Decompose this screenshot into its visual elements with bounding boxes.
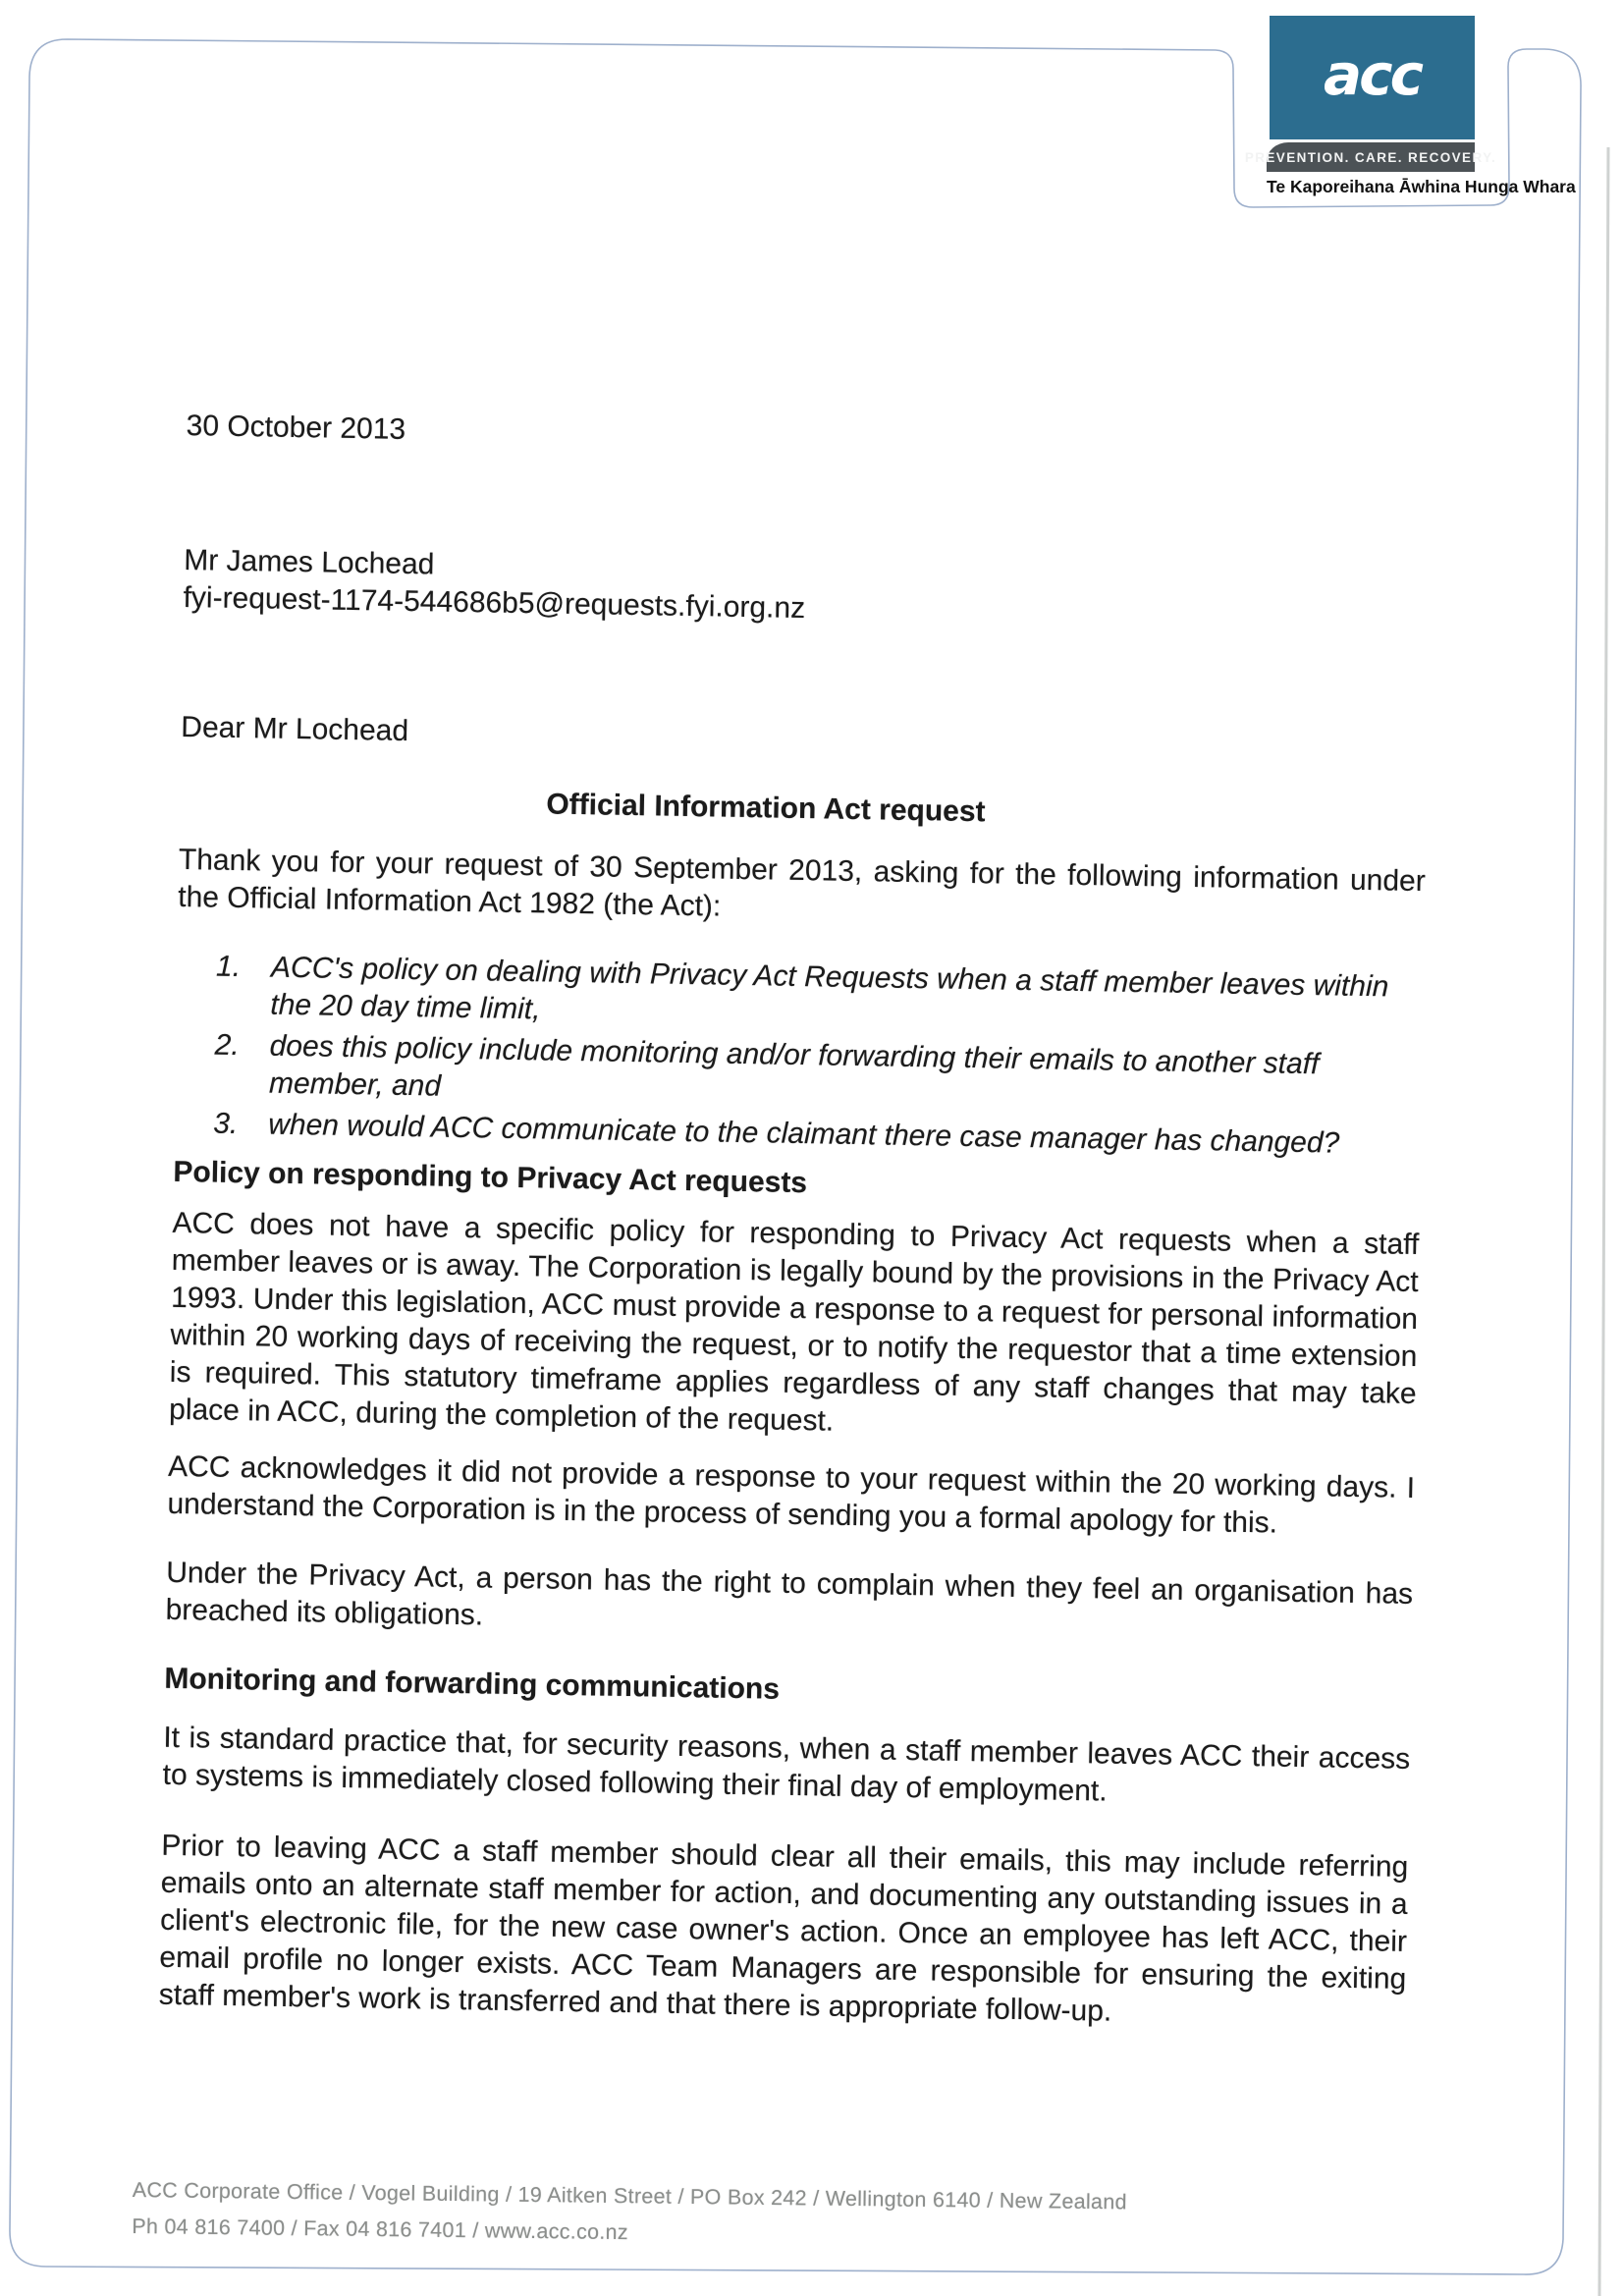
- footer-address-line: ACC Corporate Office / Vogel Building / 19 Aitken Street / PO Box 242 / Wellington 6140 / New Zealand: [132, 2177, 1127, 2214]
- acc-logo-tagline: PREVENTION. CARE. RECOVERY.: [1244, 149, 1497, 165]
- policy-paragraph-1: ACC does not have a specific policy for responding to Privacy Act requests when a staff member leaves or is away. The Corporation is legally bound by the provisions in the Privacy Act 1993. Under this legislation, ACC must provide a response to a request for personal information within 20 working days of receiving the request, or to notify the requestor that a time extension is required. This statutory timeframe applies regardless of any staff changes that may take place in ACC, during the completion of the request.: [168, 1206, 1420, 1438]
- footer-contact-line: Ph 04 816 7400 / Fax 04 816 7401 / www.acc.co.nz: [132, 2214, 629, 2245]
- request-item-1: ACC's policy on dealing with Privacy Act Requests when a staff member leaves within the 20 day time limit,: [270, 951, 1389, 1026]
- intro-paragraph: Thank you for your request of 30 September 2013, asking for the following information under the Official Information Act 1982 (the Act):: [178, 843, 1427, 923]
- monitoring-paragraph-2: Prior to leaving ACC a staff member should clear all their emails, this may include referring emails onto an alternate staff member for action, and documenting any outstanding issues in a client's electronic file, for the new case owner's action. Once an employee has left ACC, their email profile no longer exists. ACC Team Managers are responsible for ensuring the exiting staff member's work is transferred and that there is appropriate follow-up.: [158, 1829, 1409, 2028]
- policy-paragraph-3: Under the Privacy Act, a person has the right to complain when they feel an organisation has breached its obligations.: [165, 1556, 1414, 1632]
- recipient-email: fyi-request-1174-544686b5@requests.fyi.org.nz: [183, 580, 806, 626]
- salutation: Dear Mr Lochead: [181, 710, 409, 747]
- monitoring-paragraph-1: It is standard practice that, for security reasons, when a staff member leaves ACC their access to systems is immediately closed following their final day of employment.: [162, 1721, 1411, 1808]
- subject-heading: Official Information Act request: [546, 788, 986, 829]
- acc-logo-maori-name: Te Kaporeihana Āwhina Hunga Whara: [1267, 177, 1576, 196]
- recipient-name: Mr James Lochead: [183, 543, 435, 581]
- scan-paper-edge-line: [1599, 147, 1608, 2296]
- recipient-block: [183, 542, 1431, 638]
- policy-paragraph-2: ACC acknowledges it did not provide a response to your request within the 20 working days. I understand the Corporation is in the process of sending you a formal apology for this.: [167, 1449, 1416, 1540]
- acc-logo-banner: [1244, 139, 1497, 172]
- request-item-2: does this policy include monitoring and/or forwarding their emails to another staff member, and: [268, 1029, 1320, 1103]
- request-item-3: when would ACC communicate to the claimant there case manager has changed?: [267, 1108, 1340, 1160]
- acc-logo-wordmark: acc: [1324, 41, 1421, 108]
- letter-date: 30 October 2013: [186, 409, 406, 446]
- request-items-list: [174, 948, 1463, 1169]
- letter-body: [157, 408, 1434, 2118]
- letterhead-footer: [132, 2172, 1360, 2260]
- acc-logo-blue-box: [1270, 16, 1475, 139]
- section-heading-monitoring: Monitoring and forwarding communications: [164, 1662, 781, 1706]
- section-heading-policy: Policy on responding to Privacy Act requests: [173, 1155, 808, 1200]
